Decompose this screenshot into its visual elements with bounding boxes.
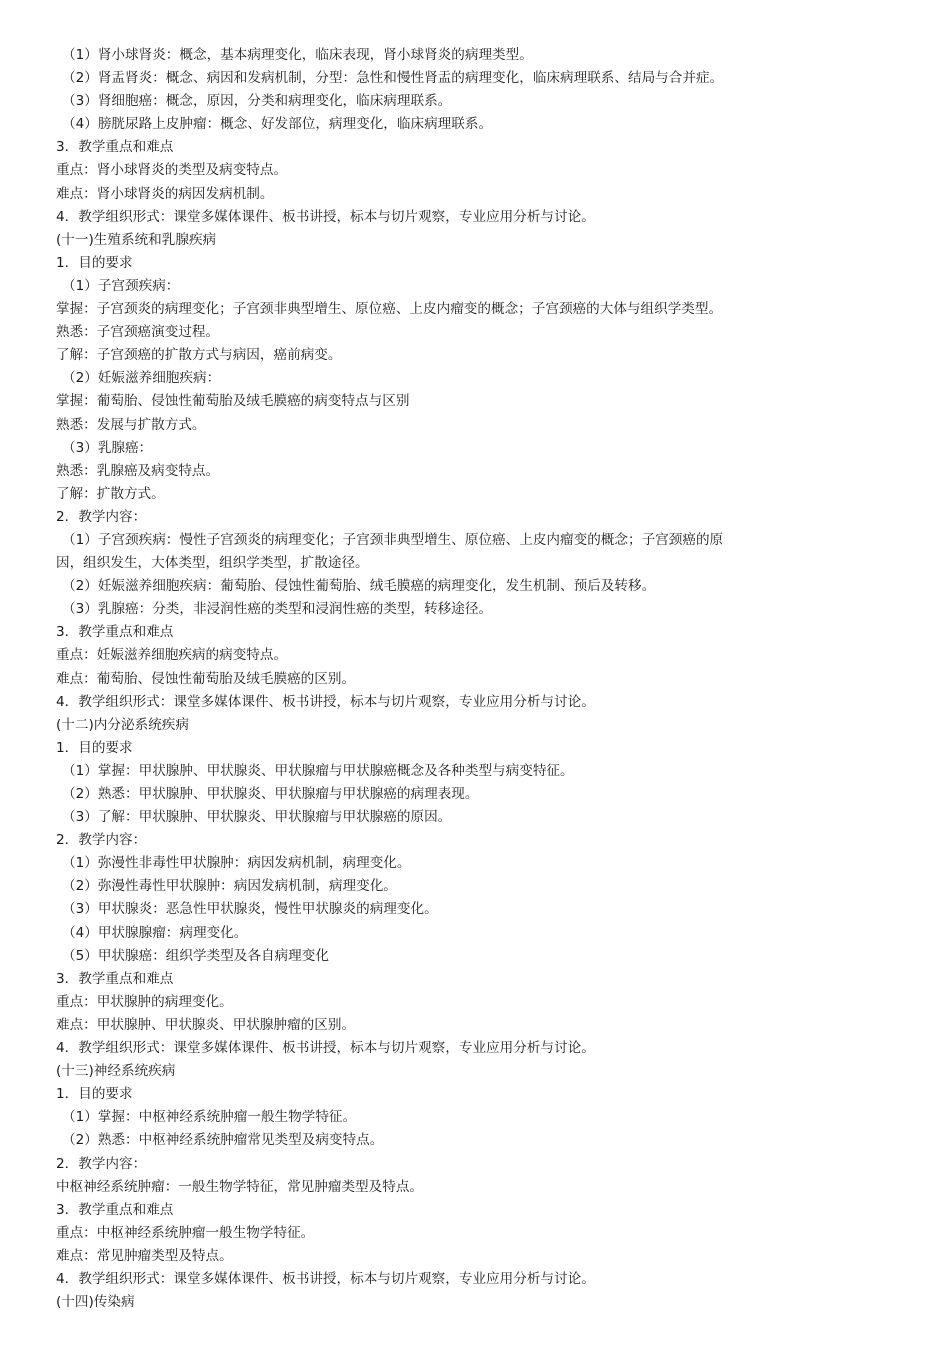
text-line: 因，组织发生，大体类型，组织学类型，扩散途径。 (56, 555, 369, 572)
section-heading: (十一)生殖系统和乳腺疾病 (56, 231, 217, 248)
numbered-item: （2）妊娠滋养细胞疾病： (62, 370, 221, 387)
numbered-item: （5）甲状腺癌：组织学类型及各自病理变化 (62, 947, 329, 964)
numbered-item: （3）甲状腺炎：恶急性甲状腺炎，慢性甲状腺炎的病理变化。 (62, 901, 438, 918)
numbered-item: （1）子宫颈疾病： (62, 277, 180, 294)
text-line: 了解：子宫颈癌的扩散方式与病因，癌前病变。 (56, 347, 342, 364)
text-line: 难点：甲状腺肿、甲状腺炎、甲状腺肿瘤的区别。 (56, 1016, 356, 1033)
text-line: 重点：中枢神经系统肿瘤一般生物学特征。 (56, 1224, 315, 1241)
text-line: 了解：扩散方式。 (56, 485, 165, 502)
section-heading: (十四)传染病 (56, 1294, 135, 1311)
text-line: 难点：葡萄胎、侵蚀性葡萄胎及绒毛膜癌的区别。 (56, 670, 356, 687)
subsection-heading: 3．教学重点和难点 (56, 624, 174, 641)
subsection-heading: 2．教学内容： (56, 508, 147, 525)
document-page (56, 44, 916, 1314)
text-line: 重点：甲状腺肿的病理变化。 (56, 993, 233, 1010)
subsection-heading: 3．教学重点和难点 (56, 139, 174, 156)
subsection-heading: 4．教学组织形式：课堂多媒体课件、板书讲授，标本与切片观察，专业应用分析与讨论。 (56, 693, 595, 710)
subsection-heading: 1．目的要求 (56, 254, 133, 271)
numbered-item: （2）肾盂肾炎：概念、病因和发病机制，分型：急性和慢性肾盂的病理变化，临床病理联系、结局与合并症。 (62, 70, 724, 87)
subsection-heading: 3．教学重点和难点 (56, 1201, 174, 1218)
numbered-item: （2）熟悉：甲状腺肿、甲状腺炎、甲状腺瘤与甲状腺癌的病理表现。 (62, 786, 479, 802)
text-line: 掌握：葡萄胎、侵蚀性葡萄胎及绒毛膜癌的病变特点与区别 (56, 393, 410, 410)
text-line: 熟悉：乳腺癌及病变特点。 (56, 462, 220, 479)
numbered-item: （1）掌握：甲状腺肿、甲状腺炎、甲状腺瘤与甲状腺癌概念及各种类型与病变特征。 (62, 762, 574, 779)
numbered-item: （3）乳腺癌： (62, 439, 153, 456)
numbered-item: （2）熟悉：中枢神经系统肿瘤常见类型及病变特点。 (62, 1132, 384, 1149)
numbered-item: （3）乳腺癌：分类，非浸润性癌的类型和浸润性癌的类型，转移途径。 (62, 601, 493, 618)
text-line: 难点：肾小球肾炎的病因发病机制。 (56, 185, 274, 202)
numbered-item: （2）弥漫性毒性甲状腺肿：病因发病机制，病理变化。 (62, 878, 397, 895)
numbered-item: （2）妊娠滋养细胞疾病：葡萄胎、侵蚀性葡萄胎、绒毛膜癌的病理变化，发生机制、预后及转移。 (62, 578, 656, 595)
numbered-item: （1）弥漫性非毒性甲状腺肿：病因发病机制，病理变化。 (62, 855, 411, 872)
numbered-item: （1）肾小球肾炎：概念，基本病理变化，临床表现，肾小球肾炎的病理类型。 (62, 47, 533, 63)
subsection-heading: 2．教学内容： (56, 1155, 147, 1172)
subsection-heading: 4．教学组织形式：课堂多媒体课件、板书讲授，标本与切片观察，专业应用分析与讨论。 (56, 1270, 595, 1287)
subsection-heading: 1．目的要求 (56, 739, 133, 756)
numbered-item: （1）掌握：中枢神经系统肿瘤一般生物学特征。 (62, 1109, 357, 1126)
text-line: 重点：妊娠滋养细胞疾病的病变特点。 (56, 647, 288, 664)
text-line: 难点：常见肿瘤类型及特点。 (56, 1247, 233, 1264)
numbered-item: （3）了解：甲状腺肿、甲状腺炎、甲状腺瘤与甲状腺癌的原因。 (62, 809, 452, 826)
text-line: 熟悉：子宫颈癌演变过程。 (56, 324, 220, 341)
subsection-heading: 3．教学重点和难点 (56, 970, 174, 987)
text-line: 重点：肾小球肾炎的类型及病变特点。 (56, 162, 288, 179)
section-heading: (十二)内分泌系统疾病 (56, 716, 189, 733)
text-line: 中枢神经系统肿瘤：一般生物学特征，常见肿瘤类型及特点。 (56, 1178, 424, 1195)
numbered-item: （4）甲状腺腺瘤：病理变化。 (62, 924, 248, 941)
subsection-heading: 4．教学组织形式：课堂多媒体课件、板书讲授，标本与切片观察，专业应用分析与讨论。 (56, 1040, 595, 1057)
section-heading: (十三)神经系统疾病 (56, 1063, 176, 1080)
numbered-item: （3）肾细胞癌：概念，原因，分类和病理变化，临床病理联系。 (62, 93, 452, 110)
text-line: 掌握：子宫颈炎的病理变化；子宫颈非典型增生、原位癌、上皮内瘤变的概念；子宫颈癌的大体与组织学类型。 (56, 301, 723, 318)
subsection-heading: 4．教学组织形式：课堂多媒体课件、板书讲授，标本与切片观察，专业应用分析与讨论。 (56, 208, 595, 225)
subsection-heading: 2．教学内容： (56, 832, 147, 849)
text-line: 熟悉：发展与扩散方式。 (56, 416, 206, 433)
numbered-item: （4）膀胱尿路上皮肿瘤：概念、好发部位，病理变化，临床病理联系。 (62, 116, 493, 133)
numbered-item: （1）子宫颈疾病：慢性子宫颈炎的病理变化；子宫颈非典型增生、原位癌、上皮内瘤变的概念；子宫颈癌的原 (62, 531, 724, 548)
subsection-heading: 1．目的要求 (56, 1086, 133, 1103)
